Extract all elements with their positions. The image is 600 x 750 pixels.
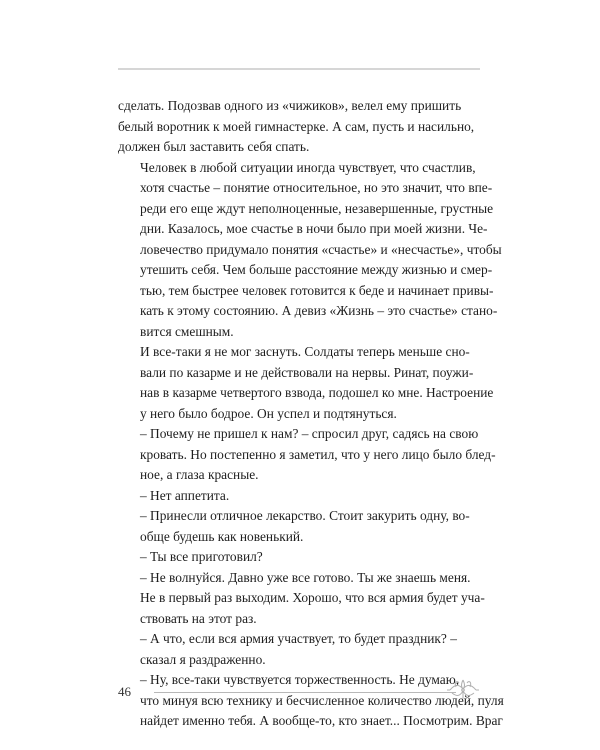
text-line: кать к этому состоянию. А девиз «Жизнь – это счастье» стано- [140, 303, 498, 318]
page-footer [118, 678, 480, 702]
text-line: – Ты все приготовил? [140, 549, 263, 564]
text-line: сказал я раздраженно. [140, 651, 266, 667]
text-line: реди его еще ждут неполноценные, незавершенные, грустные [140, 200, 494, 216]
text-line: ное, а глаза красные. [140, 467, 259, 482]
paragraph [118, 158, 502, 343]
text-line: найдет именно тебя. А вообще-то, кто знает... Посмотрим. Враг [140, 713, 503, 728]
text-line: кровать. Но постепенно я заметил, что у него лицо было блед- [140, 446, 496, 462]
text-line: обще будешь как новенький. [140, 528, 304, 544]
text-line: – Почему не пришел к нам? – спросил друг, садясь на свою [140, 426, 479, 441]
text-line: сделать. Подозвав одного из «чижиков», велел ему пришить [118, 98, 462, 113]
paragraph [118, 568, 485, 630]
text-line: – Не волнуйся. Давно уже все готово. Ты же знаешь меня. [140, 569, 471, 585]
text-line: – Принесли отличное лекарство. Стоит закурить одну, во- [140, 508, 470, 523]
text-line: должен был заставить себя спать. [118, 139, 310, 154]
text-line: И все-таки я не мог заснуть. Солдаты теперь меньше сно- [140, 344, 470, 359]
text-line: у него было бодрое. Он успел и подтянуться. [140, 405, 397, 421]
text-line: ловечество придумало понятия «счастье» и «несчастье», чтобы [140, 241, 502, 257]
text-line: тью, тем быстрее человек готовится к беде и начинает привы- [140, 282, 494, 298]
text-line: – Нет аппетита. [140, 487, 230, 503]
text-line: что минуя всю технику и бесчисленное количество людей, пуля [140, 692, 504, 708]
text-line: ствовать на этот раз. [140, 610, 257, 626]
paragraph [118, 629, 480, 670]
footer-rule [154, 692, 456, 693]
text-line: хотя счастье – понятие относительное, но это значит, что впе- [140, 180, 493, 195]
paragraph [118, 424, 496, 486]
paragraph [118, 342, 494, 424]
text-line: вали по казарме и не действовали на нервы. Ринат, поужи- [140, 364, 474, 380]
text-line: вится смешным. [140, 323, 234, 339]
paragraph [118, 96, 480, 158]
text-line: – Ну, все-таки чувствуется торжественность. Не думаю, [140, 672, 460, 687]
floral-ornament-icon [446, 676, 480, 702]
text-line: дни. Казалось, мое счастье в ночи было при моей жизни. Че- [140, 221, 488, 236]
body-text [118, 96, 504, 732]
paragraph [118, 506, 480, 547]
text-line: – А что, если вся армия участвует, то будет праздник? – [140, 631, 457, 646]
text-line: утешить себя. Чем больше расстояние между жизнью и смер- [140, 262, 493, 277]
text-line: белый воротник к моей гимнастерке. А сам, пусть и насильно, [118, 118, 475, 134]
text-line: нав в казарме четвертого взвода, подошел ко мне. Настроение [140, 385, 494, 400]
paragraph [118, 486, 480, 507]
paragraph [118, 547, 480, 568]
text-line: Человек в любой ситуации иногда чувствует, что счастлив, [140, 159, 476, 175]
page-number: 46 [118, 684, 131, 699]
header-rule [118, 68, 480, 70]
text-line: Не в первый раз выходим. Хорошо, что вся армия будет уча- [140, 590, 485, 605]
